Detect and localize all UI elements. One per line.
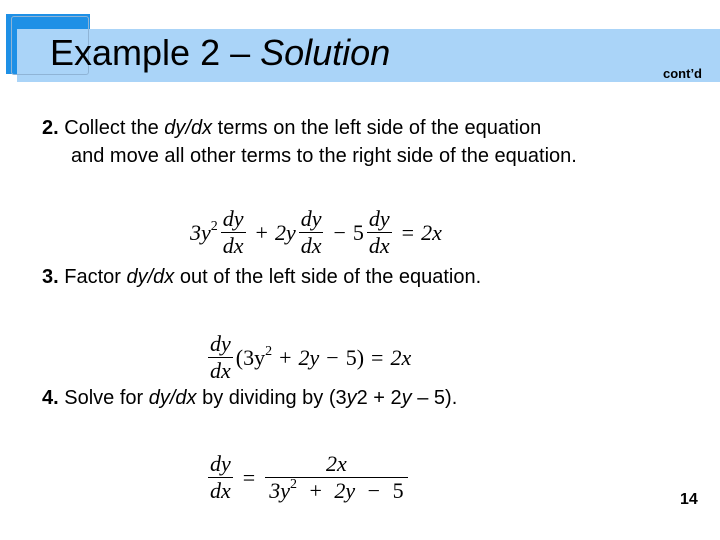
step-3-text: 3. Factor dy/dx out of the left side of the equation. [42, 266, 482, 288]
page-number: 14 [680, 491, 698, 508]
step-4-text: 4. Solve for dy/dx by dividing by (3y2 + 2y – 5). [42, 387, 458, 409]
equation-solution: $\frac{dy}{dx}$ = $\frac{2x}{3y^2 + 2y - 5}$ [205, 453, 411, 502]
equation-collect: $3y^2$ $\frac{dy}{dx}$ + 2y $\frac{dy}{dx}$ − 5 $\frac{dy}{dx}$ = 2x [190, 206, 442, 258]
step-2-text: 2. Collect the dy/dx terms on the left side of the equation and move all other terms to the right side of the equation. [42, 117, 577, 167]
page-title: Example 2 – Solution [50, 32, 391, 73]
equation-factor: $\frac{dy}{dx}$ ($3y^2$ + 2y − 5) = 2x [210, 331, 412, 383]
continued-label: cont’d [663, 66, 702, 81]
